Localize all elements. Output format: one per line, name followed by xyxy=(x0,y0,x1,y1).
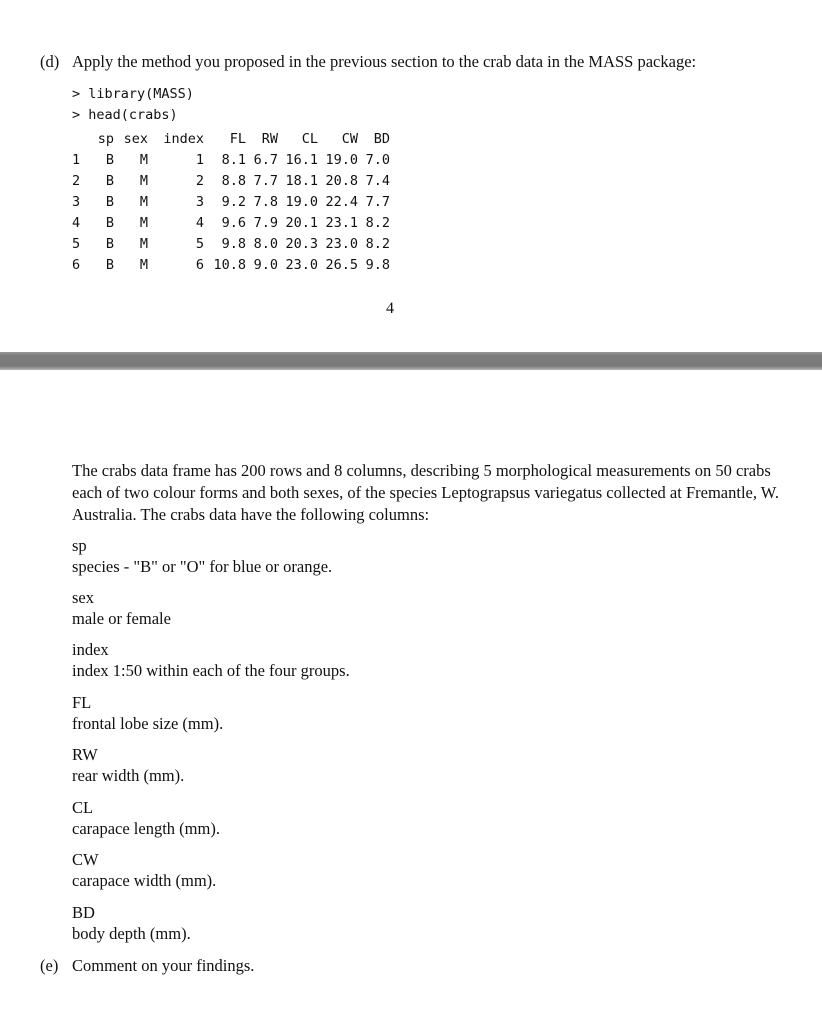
column-desc-fl: frontal lobe size (mm). xyxy=(72,714,224,733)
table-cell: 8.2 xyxy=(365,214,390,231)
table-cell: 5 xyxy=(195,235,204,252)
header-sex: sex xyxy=(123,130,148,147)
column-desc-sex: male or female xyxy=(72,609,171,628)
table-cell: 1 xyxy=(72,151,81,168)
column-name-fl: FL xyxy=(72,693,92,712)
table-cell: 7.7 xyxy=(365,193,390,210)
column-name-sp: sp xyxy=(72,536,87,555)
column-name-bd: BD xyxy=(72,903,95,922)
table-cell: 5 xyxy=(72,235,81,252)
table-cell: 3 xyxy=(72,193,81,210)
item-e xyxy=(40,956,254,976)
table-cell: 9.0 xyxy=(253,256,278,273)
table-cell: 22.4 xyxy=(325,193,358,210)
column-desc-sp: species - "B" or "O" for blue or orange. xyxy=(72,557,333,576)
page-separator xyxy=(0,352,822,370)
table-cell: M xyxy=(139,193,148,210)
table-cell: 9.8 xyxy=(365,256,390,273)
table-cell: B xyxy=(105,256,114,273)
table-cell: 10.8 xyxy=(213,256,246,273)
item-d-label: (d) xyxy=(40,52,60,71)
table-cell: 3 xyxy=(195,193,204,210)
table-row xyxy=(72,233,390,254)
column-name-index: index xyxy=(72,640,109,659)
header-cw: CW xyxy=(341,130,358,147)
column-desc-rw: rear width (mm). xyxy=(72,766,185,785)
table-cell: M xyxy=(139,235,148,252)
table-cell: 19.0 xyxy=(325,151,358,168)
table-cell: 7.9 xyxy=(253,214,278,231)
table-cell: 20.8 xyxy=(325,172,358,189)
crabs-description: The crabs data frame has 200 rows and 8 columns, describing 5 morphological measurements on 50 crabs each of two colour forms and both sexes, of the species Leptograpsus variegatus collected at Fremantle, W. Australia. The crabs data have the following columns: xyxy=(72,461,779,524)
table-cell: 7.4 xyxy=(365,172,390,189)
table-cell: 7.8 xyxy=(253,193,278,210)
item-d xyxy=(40,52,696,72)
column-desc-index: index 1:50 within each of the four groups. xyxy=(72,661,350,680)
header-fl: FL xyxy=(229,130,246,147)
header-rowname xyxy=(72,128,84,149)
column-name-rw: RW xyxy=(72,745,98,764)
header-sp: sp xyxy=(97,130,114,147)
table-row xyxy=(72,191,390,212)
table-cell: 4 xyxy=(72,214,81,231)
table-cell: B xyxy=(105,151,114,168)
item-e-label: (e) xyxy=(40,956,59,975)
table-cell: 9.6 xyxy=(221,214,246,231)
table-cell: 8.0 xyxy=(253,235,278,252)
table-cell: 9.8 xyxy=(221,235,246,252)
table-cell: 6.7 xyxy=(253,151,278,168)
table-row xyxy=(72,212,390,233)
table-cell: 8.8 xyxy=(221,172,246,189)
table-cell: 7.0 xyxy=(365,151,390,168)
column-desc-cl: carapace length (mm). xyxy=(72,819,220,838)
table-cell: 8.2 xyxy=(365,235,390,252)
table-cell: 26.5 xyxy=(325,256,358,273)
table-cell: 4 xyxy=(195,214,204,231)
table-cell: 20.1 xyxy=(285,214,318,231)
table-cell: 23.1 xyxy=(325,214,358,231)
page-number: 4 xyxy=(386,300,394,317)
header-cl: CL xyxy=(301,130,318,147)
table-row xyxy=(72,254,390,275)
column-desc-bd: body depth (mm). xyxy=(72,924,191,943)
table-cell: B xyxy=(105,172,114,189)
command-head: > head(crabs) xyxy=(72,107,178,123)
table-cell: M xyxy=(139,256,148,273)
item-e-text: Comment on your findings. xyxy=(72,956,255,975)
table-cell: M xyxy=(139,214,148,231)
table-cell: 6 xyxy=(72,256,81,273)
column-desc-cw: carapace width (mm). xyxy=(72,871,217,890)
table-cell: 2 xyxy=(72,172,81,189)
item-d-text: Apply the method you proposed in the previous section to the crab data in the MASS package: xyxy=(72,52,697,71)
header-rw: RW xyxy=(261,130,278,147)
table-cell: 16.1 xyxy=(285,151,318,168)
table-cell: 23.0 xyxy=(285,256,318,273)
table-cell: 20.3 xyxy=(285,235,318,252)
header-bd: BD xyxy=(373,130,390,147)
table-cell: B xyxy=(105,214,114,231)
table-cell: 23.0 xyxy=(325,235,358,252)
table-cell: 7.7 xyxy=(253,172,278,189)
header-index: index xyxy=(163,130,204,147)
table-cell: 9.2 xyxy=(221,193,246,210)
table-header-row xyxy=(72,128,390,149)
table-cell: B xyxy=(105,235,114,252)
table-cell: 19.0 xyxy=(285,193,318,210)
table-cell: B xyxy=(105,193,114,210)
crabs-head-output xyxy=(72,128,390,275)
table-row xyxy=(72,170,390,191)
column-name-sex: sex xyxy=(72,588,94,607)
table-cell: 8.1 xyxy=(221,151,246,168)
table-cell: 6 xyxy=(195,256,204,273)
table-cell: 2 xyxy=(195,172,204,189)
table-row xyxy=(72,149,390,170)
table-cell: 1 xyxy=(195,151,204,168)
column-name-cw: CW xyxy=(72,850,99,869)
table-cell: 18.1 xyxy=(285,172,318,189)
table-cell: M xyxy=(139,172,148,189)
table-cell: M xyxy=(139,151,148,168)
column-name-cl: CL xyxy=(72,798,94,817)
command-library: > library(MASS) xyxy=(72,86,194,102)
